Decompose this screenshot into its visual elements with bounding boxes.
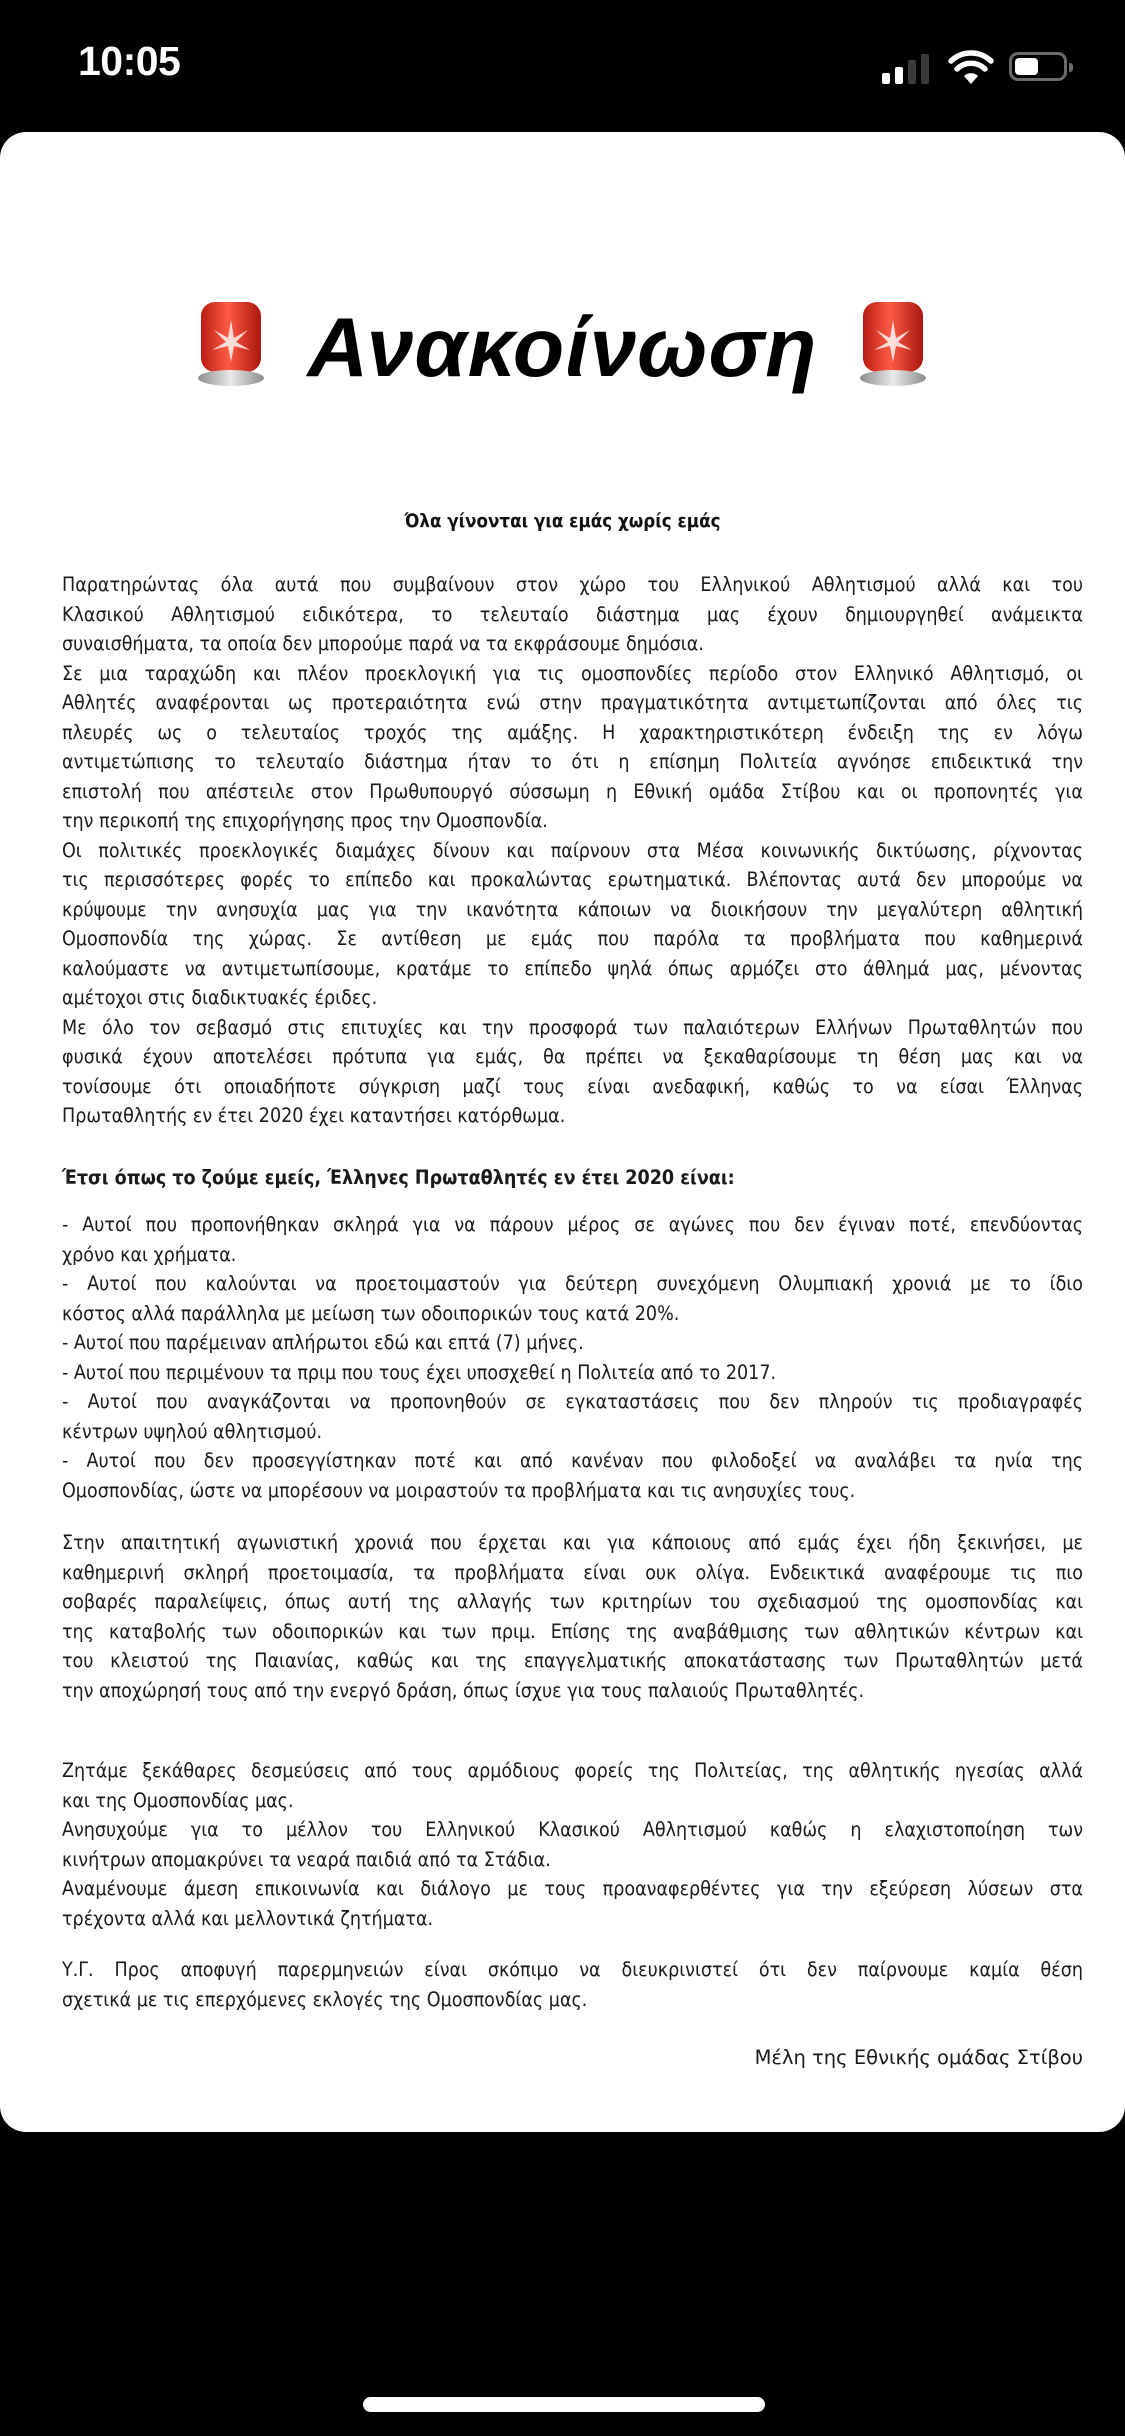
text-line: επιστολή που απέστειλε στον Πρωθυπουργό σύσσωμη η Εθνική ομάδα Στίβου και οι προπονητές για — [62, 779, 1083, 803]
list-item: - Αυτοί που περιμένουν τα πριμ που τους έχει υποσχεθεί η Πολιτεία από το 2017. — [62, 1360, 777, 1384]
list-item-continuation: Ομοσπονδίας, ώστε να μπορέσουν να μοιραστούν τα προβλήματα και τις ανησυχίες τους. — [62, 1478, 856, 1502]
text-line: πλευρές ως ο τελευταίος τροχός της αμάξης. Η χαρακτηριστικότερη ένδειξη της εν λόγω — [62, 720, 1083, 744]
status-time: 10:05 — [78, 38, 181, 84]
text-line: Παρατηρώντας όλα αυτά που συμβαίνουν στον χώρο του Ελληνικού Αθλητισμού αλλά και του — [62, 573, 1083, 596]
list-item: - Αυτοί που προπονήθηκαν σκληρά για να πάρουν μέρος σε αγώνες που δεν έγιναν ποτέ, επενδύοντας — [62, 1213, 1083, 1236]
police-siren-icon — [196, 300, 266, 386]
text-line: του κλειστού της Παιανίας, καθώς και της επαγγελματικής αποκατάστασης των Πρωταθλητών μετά — [62, 1649, 1083, 1672]
text-line: της καταβολής των οδοιπορικών και των πριμ. Επίσης της αναβάθμισης των αθλητικών κέντρων και — [62, 1619, 1083, 1643]
text-line: Πρωταθλητής εν έτει 2020 έχει καταντήσει κατόρθωμα. — [62, 1104, 566, 1127]
text-line: κρύψουμε την ανησυχία μας για την ικανότητα κάποιων να διοικήσουν την μεγαλύτερη αθλητική — [62, 897, 1083, 921]
page-title: Ανακοίνωση — [307, 300, 818, 394]
status-bar — [0, 0, 1125, 132]
signature: Μέλη της Εθνικής ομάδας Στίβου — [754, 2046, 1083, 2069]
text-line: τονίσουμε ότι οποιαδήποτε σύγκριση μαζί τους είναι ανεδαφική, καθώς το να είσαι Έλληνας — [62, 1074, 1083, 1098]
battery-level — [1015, 58, 1038, 75]
text-line: Κλασικού Αθλητισμού ειδικότερα, το τελευταίο διάστημα μας έχουν δημιουργηθεί ανάμεικτα — [62, 602, 1083, 626]
home-indicator[interactable] — [363, 2397, 765, 2412]
champions-list — [62, 1210, 1083, 1505]
list-item: - Αυτοί που καλούνται να προετοιμαστούν για δεύτερη συνεχόμενη Ολυμπιακή χρονιά με το ίδιο — [62, 1272, 1083, 1295]
text-line: Αθλητές αναφέρονται ως προτεραιότητα ενώ στην πραγματικότητα αντιμετωπίζονται από όλες τις — [62, 691, 1083, 714]
paragraph-demands — [62, 1756, 1083, 1933]
text-line: και της Ομοσπονδίας μας. — [62, 1788, 294, 1812]
text-line: την περικοπή της επιχορήγησης προς την Ομοσπονδία. — [62, 809, 548, 832]
text-line: κινήτρων απομακρύνει τα νεαρά παιδιά από τα Στάδια. — [62, 1847, 551, 1871]
text-line: Με όλο τον σεβασμό στις επιτυχίες και την προσφορά των παλαιότερων Ελλήνων Πρωταθλητών που — [62, 1015, 1083, 1039]
text-line: Υ.Γ. Προς αποφυγή παρερμηνειών είναι σκόπιμο να διευκρινιστεί ότι δεν παίρνουμε καμία θέση — [62, 1958, 1083, 1981]
paragraph-1 — [62, 570, 1083, 1131]
text-line: καθημερινή σκληρή προετοιμασία, τα προβλήματα είναι ουκ ολίγα. Ενδεικτικά αναφέρουμε τις πιο — [62, 1560, 1083, 1584]
text-line: Οι πολιτικές προεκλογικές διαμάχες δίνουν και παίρνουν στα Μέσα κοινωνικής δικτύωσης, ρίχνοντας — [62, 838, 1083, 862]
paragraph-5 — [62, 1528, 1083, 1705]
list-item-continuation: κόστος αλλά παράλληλα με μείωση των οδοιπορικών τους κατά 20%. — [62, 1301, 680, 1325]
text-line: τις περισσότερες φορές το επίπεδο και προκαλώντας ερωτηματικά. Βλέποντας αυτά δεν μπορούμε να — [62, 868, 1083, 891]
announcement-header — [0, 292, 1125, 402]
text-line: συναισθήματα, τα οποία δεν μπορούμε παρά να τα εκφράσουμε δημόσια. — [62, 632, 704, 655]
text-line: την αποχώρησή τους από την ενεργό δράση, όπως ίσχυε για τους παλαιούς Πρωταθλητές. — [62, 1678, 865, 1702]
postscript — [62, 1955, 1083, 2014]
battery-icon — [1009, 52, 1067, 81]
section-heading — [62, 1163, 1083, 1193]
text-line: Σε μια ταραχώδη και πλέον προεκλογική για τις ομοσπονδίες περίοδο στον Ελληνικό Αθλητισμό, οι — [62, 661, 1083, 685]
list-item: - Αυτοί που δεν προσεγγίστηκαν ποτέ και από κανέναν που φιλοδοξεί να αναλάβει τα ηνία της — [62, 1449, 1083, 1472]
list-item-continuation: κέντρων υψηλού αθλητισμού. — [62, 1419, 323, 1443]
section-heading-text: Έτσι όπως το ζούμε εμείς, Έλληνες Πρωταθλητές εν έτει 2020 είναι: — [62, 1166, 735, 1189]
list-item: - Αυτοί που παρέμειναν απλήρωτοι εδώ και επτά (7) μήνες. — [62, 1331, 584, 1354]
text-line: Ομοσπονδία της χώρας. Σε αντίθεση με εμάς που παρόλα τα προβλήματα που καθημερινά — [62, 927, 1083, 950]
text-line: σχετικά με τις επερχόμενες εκλογές της Ομοσπονδίας μας. — [62, 1987, 588, 2011]
text-line: καλούμαστε να αντιμετωπίσουμε, κρατάμε το επίπεδο ψηλά όπως αρμόζει στο άθλημά μας, μένοντας — [62, 956, 1083, 980]
text-line: αντιμετώπισης το τελευταίο διάστημα ήταν το ότι η επίσημη Πολιτεία αγνόησε επιδεικτικά την — [62, 750, 1083, 773]
police-siren-icon — [858, 300, 928, 386]
text-line: Ζητάμε ξεκάθαρες δεσμεύσεις από τους αρμόδιους φορείς της Πολιτείας, της αθλητικής ηγεσίας αλλά — [62, 1759, 1083, 1782]
text-line: Αναμένουμε άμεση επικοινωνία και διάλογο με τους προαναφερθέντες για την εξεύρεση λύσεων στα — [62, 1877, 1083, 1900]
text-line: φυσικά έχουν αποτελέσει πρότυπα για εμάς, θα πρέπει να ξεκαθαρίσουμε τη θέση μας και να — [62, 1045, 1083, 1068]
text-line: σοβαρές παραλείψεις, όπως αυτή της αλλαγής των κριτηρίων του σχεδιασμού της ομοσπονδίας και — [62, 1590, 1083, 1613]
document-image — [0, 132, 1125, 2132]
text-line: Στην απαιτητική αγωνιστική χρονιά που έρχεται και για κάποιους από εμάς έχει ήδη ξεκινήσει, με — [62, 1531, 1083, 1554]
wifi-icon — [948, 50, 994, 86]
text-line: αμέτοχοι στις διαδικτυακές έριδες. — [62, 986, 378, 1009]
text-line: τρέχοντα αλλά και μελλοντικά ζητήματα. — [62, 1906, 434, 1930]
list-item-continuation: χρόνο και χρήματα. — [62, 1242, 237, 1266]
list-item: - Αυτοί που αναγκάζονται να προπονηθούν σε εγκαταστάσεις που δεν πληρούν τις προδιαγραφές — [62, 1390, 1083, 1413]
document-subtitle: Όλα γίνονται για εμάς χωρίς εμάς — [404, 510, 721, 532]
text-line: Ανησυχούμε για το μέλλον του Ελληνικού Κλασικού Αθλητισμού καθώς η ελαχιστοποίηση των — [62, 1818, 1083, 1841]
cellular-signal-icon — [882, 54, 934, 84]
